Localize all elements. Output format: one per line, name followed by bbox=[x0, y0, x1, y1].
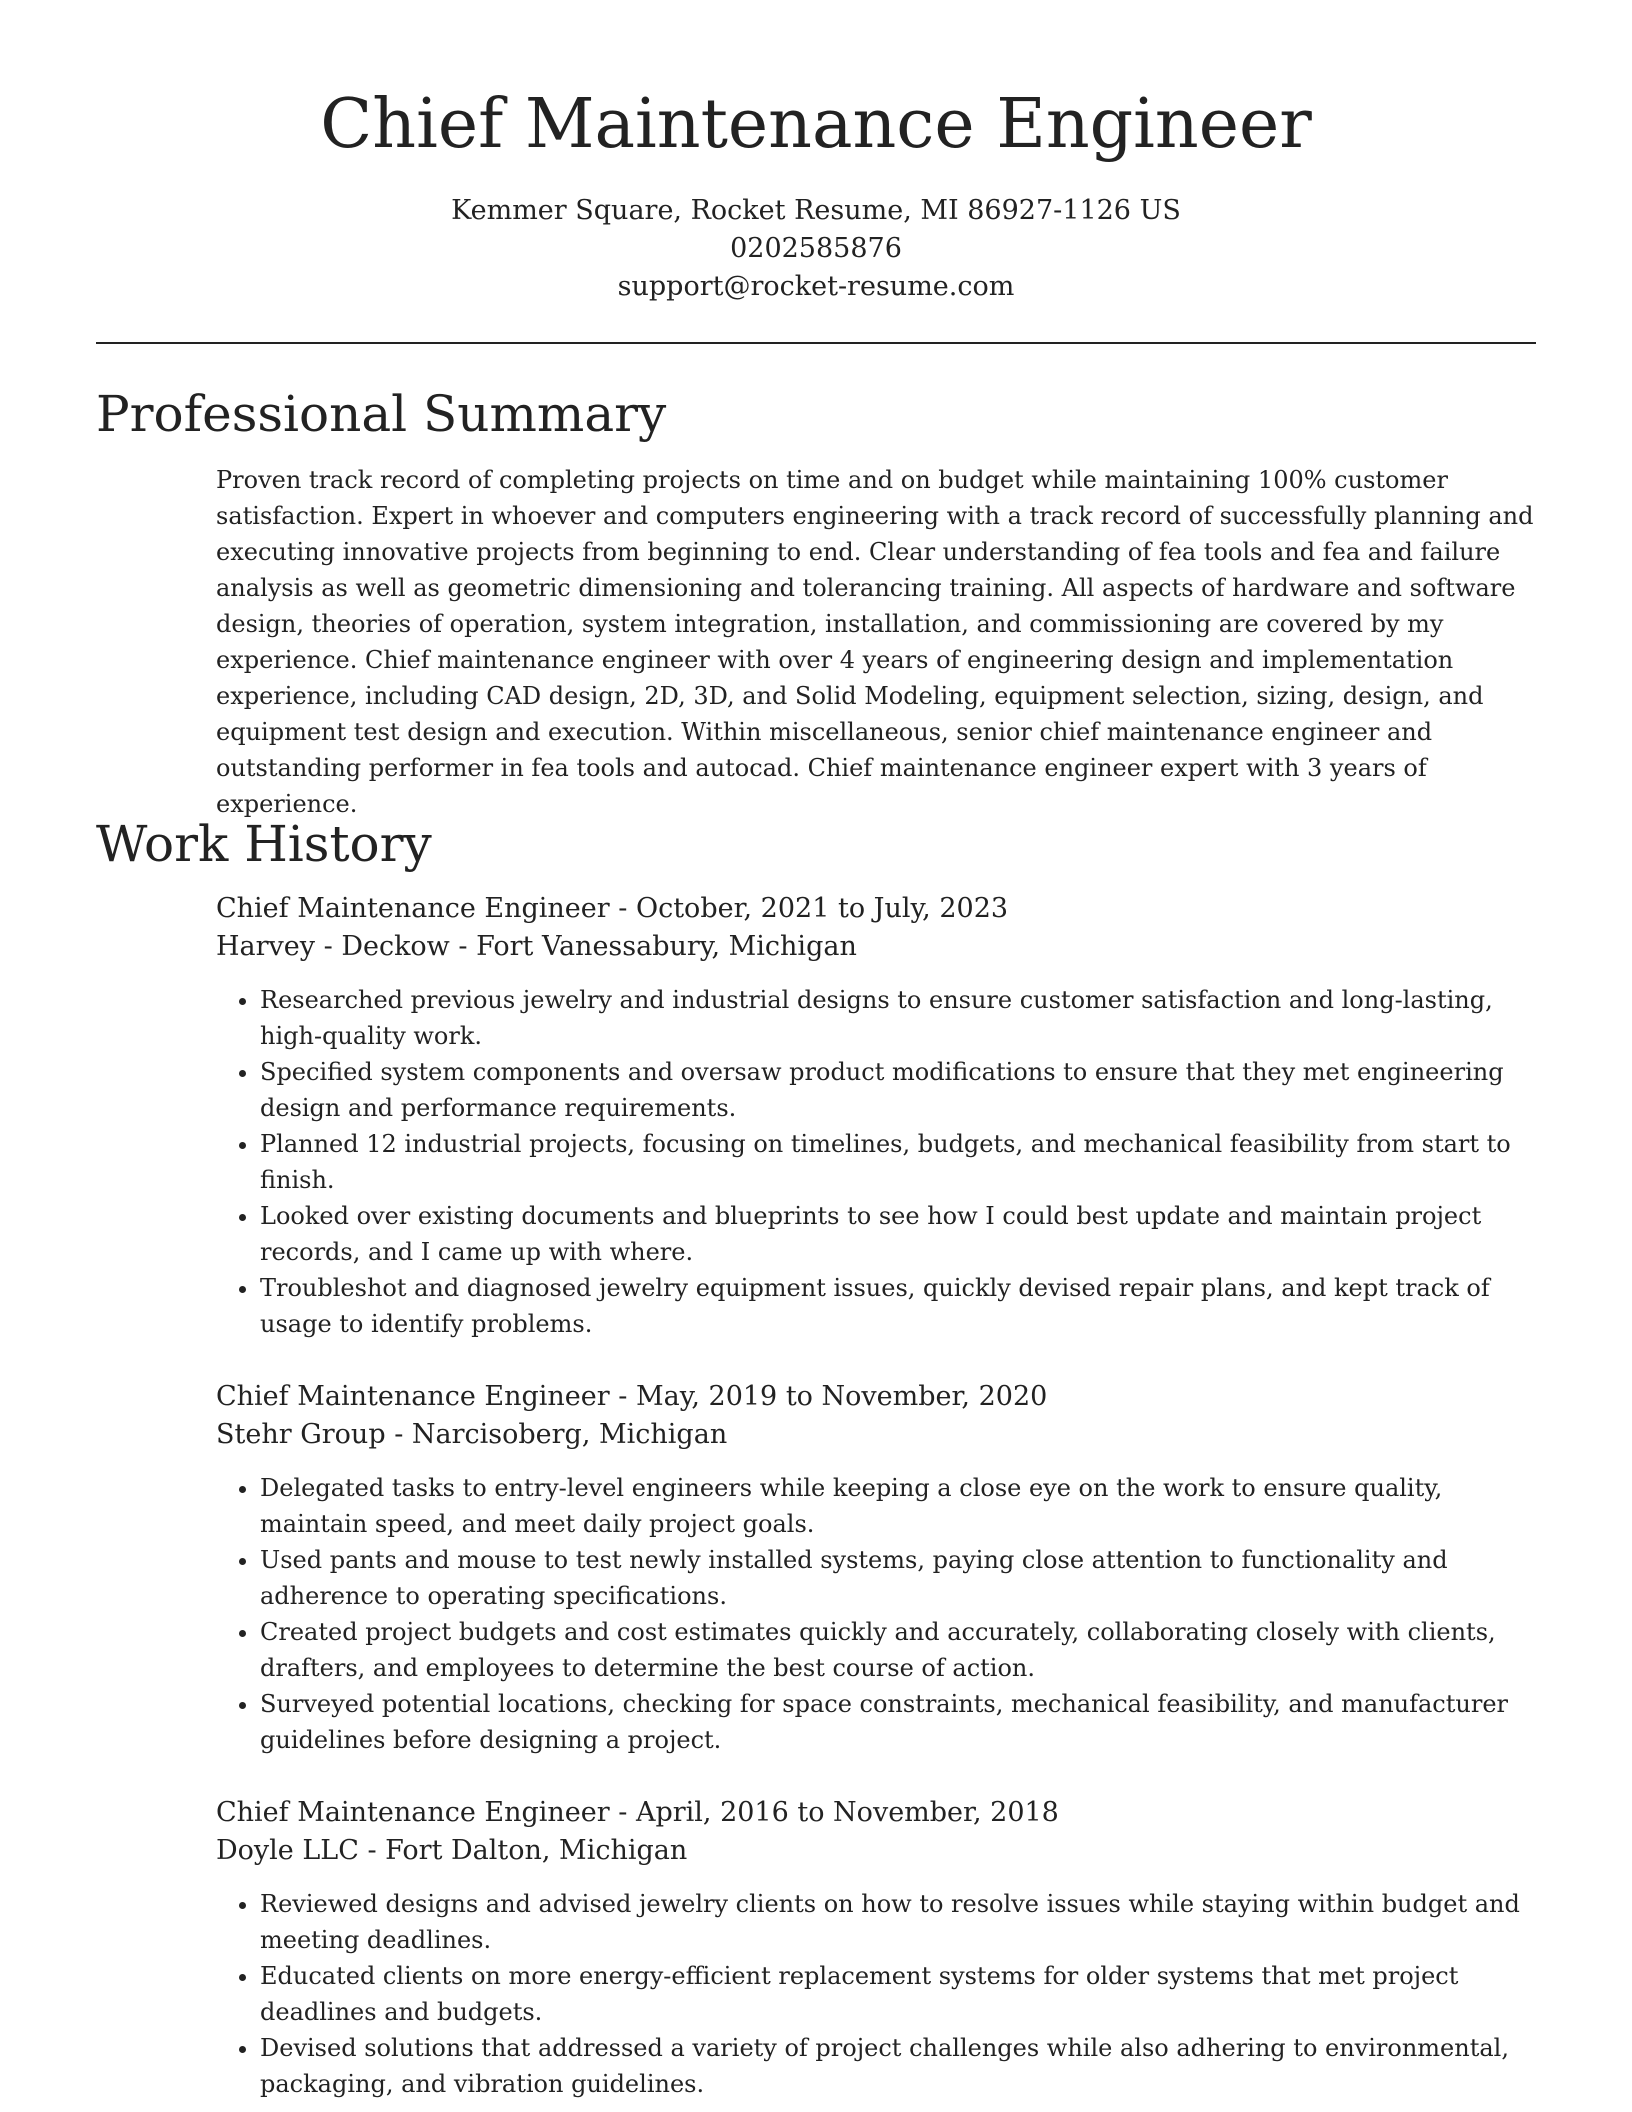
section-title-work-history: Work History bbox=[96, 815, 432, 873]
job-bullet: • Looked over existing documents and blueprints to see how I could best update and maintain project records, and I came up with where. bbox=[260, 1198, 1540, 1270]
job-bullet: • Planned 12 industrial projects, focusing on timelines, budgets, and mechanical feasibility from start to finish. bbox=[260, 1126, 1540, 1198]
job-title-dates: Chief Maintenance Engineer - April, 2016 to November, 2018 bbox=[216, 1797, 1059, 1828]
contact-block bbox=[0, 192, 1632, 306]
job-entry bbox=[216, 890, 1540, 1342]
contact-phone: 0202585876 bbox=[730, 233, 902, 264]
job-title-dates: Chief Maintenance Engineer - October, 2021 to July, 2023 bbox=[216, 893, 1009, 924]
resume-name: Chief Maintenance Engineer bbox=[320, 85, 1312, 164]
job-employer-location: Stehr Group - Narcisoberg, Michigan bbox=[216, 1419, 728, 1450]
job-title-dates: Chief Maintenance Engineer - May, 2019 to November, 2020 bbox=[216, 1381, 1048, 1412]
job-bullet-list bbox=[216, 982, 1540, 1342]
job-bullet: • Used pants and mouse to test newly installed systems, paying close attention to functionality and adherence to operating specifications. bbox=[260, 1542, 1540, 1614]
contact-address: Kemmer Square, Rocket Resume, MI 86927-1126 US bbox=[451, 195, 1181, 226]
job-bullet: • Delegated tasks to entry-level engineers while keeping a close eye on the work to ensure quality, maintain speed, and meet daily project goals. bbox=[260, 1470, 1540, 1542]
job-employer-location: Doyle LLC - Fort Dalton, Michigan bbox=[216, 1835, 688, 1866]
job-bullet: • Troubleshot and diagnosed jewelry equipment issues, quickly devised repair plans, and kept track of usage to identify problems. bbox=[260, 1270, 1540, 1342]
job-bullet: • Surveyed potential locations, checking for space constraints, mechanical feasibility, and manufacturer guidelines before designing a project. bbox=[260, 1686, 1540, 1758]
job-entry bbox=[216, 1794, 1540, 2102]
summary-text: Proven track record of completing projects on time and on budget while maintaining 100% customer satisfaction. Expert in whoever and computers engineering with a track record of successfully planning and executing innovative projects from beginning to end. Clear understanding of fea tools and fea and failure analysis as well as geometric dimensioning and tolerancing training. All aspects of hardware and software design, theories of operation, system integration, installation, and commissioning are covered by my experience. Chief maintenance engineer with over 4 years of engineering design and implementation experience, including CAD design, 2D, 3D, and Solid Modeling, equipment selection, sizing, design, and equipment test design and execution. Within miscellaneous, senior chief maintenance engineer and outstanding performer in fea tools and autocad. Chief maintenance engineer expert with 3 years of experience. bbox=[216, 466, 1534, 818]
job-entry bbox=[216, 1378, 1540, 1758]
job-bullet: • Researched previous jewelry and industrial designs to ensure customer satisfaction and long-lasting, high-quality work. bbox=[260, 982, 1540, 1054]
job-bullet-list bbox=[216, 1886, 1540, 2102]
job-bullet: • Specified system components and oversaw product modifications to ensure that they met engineering design and performance requirements. bbox=[260, 1054, 1540, 1126]
job-bullet: • Created project budgets and cost estimates quickly and accurately, collaborating closely with clients, drafters, and employees to determine the best course of action. bbox=[260, 1614, 1540, 1686]
header-divider bbox=[96, 342, 1536, 344]
contact-email: support@rocket-resume.com bbox=[617, 271, 1015, 302]
job-bullet: • Educated clients on more energy-efficient replacement systems for older systems that met project deadlines and budgets. bbox=[260, 1958, 1540, 2030]
job-bullet-list bbox=[216, 1470, 1540, 1758]
job-employer-location: Harvey - Deckow - Fort Vanessabury, Michigan bbox=[216, 931, 857, 962]
job-bullet: • Devised solutions that addressed a variety of project challenges while also adhering to environmental, packaging, and vibration guidelines. bbox=[260, 2030, 1540, 2102]
section-title-summary: Professional Summary bbox=[96, 385, 667, 443]
job-bullet: • Reviewed designs and advised jewelry clients on how to resolve issues while staying within budget and meeting deadlines. bbox=[260, 1886, 1540, 1958]
